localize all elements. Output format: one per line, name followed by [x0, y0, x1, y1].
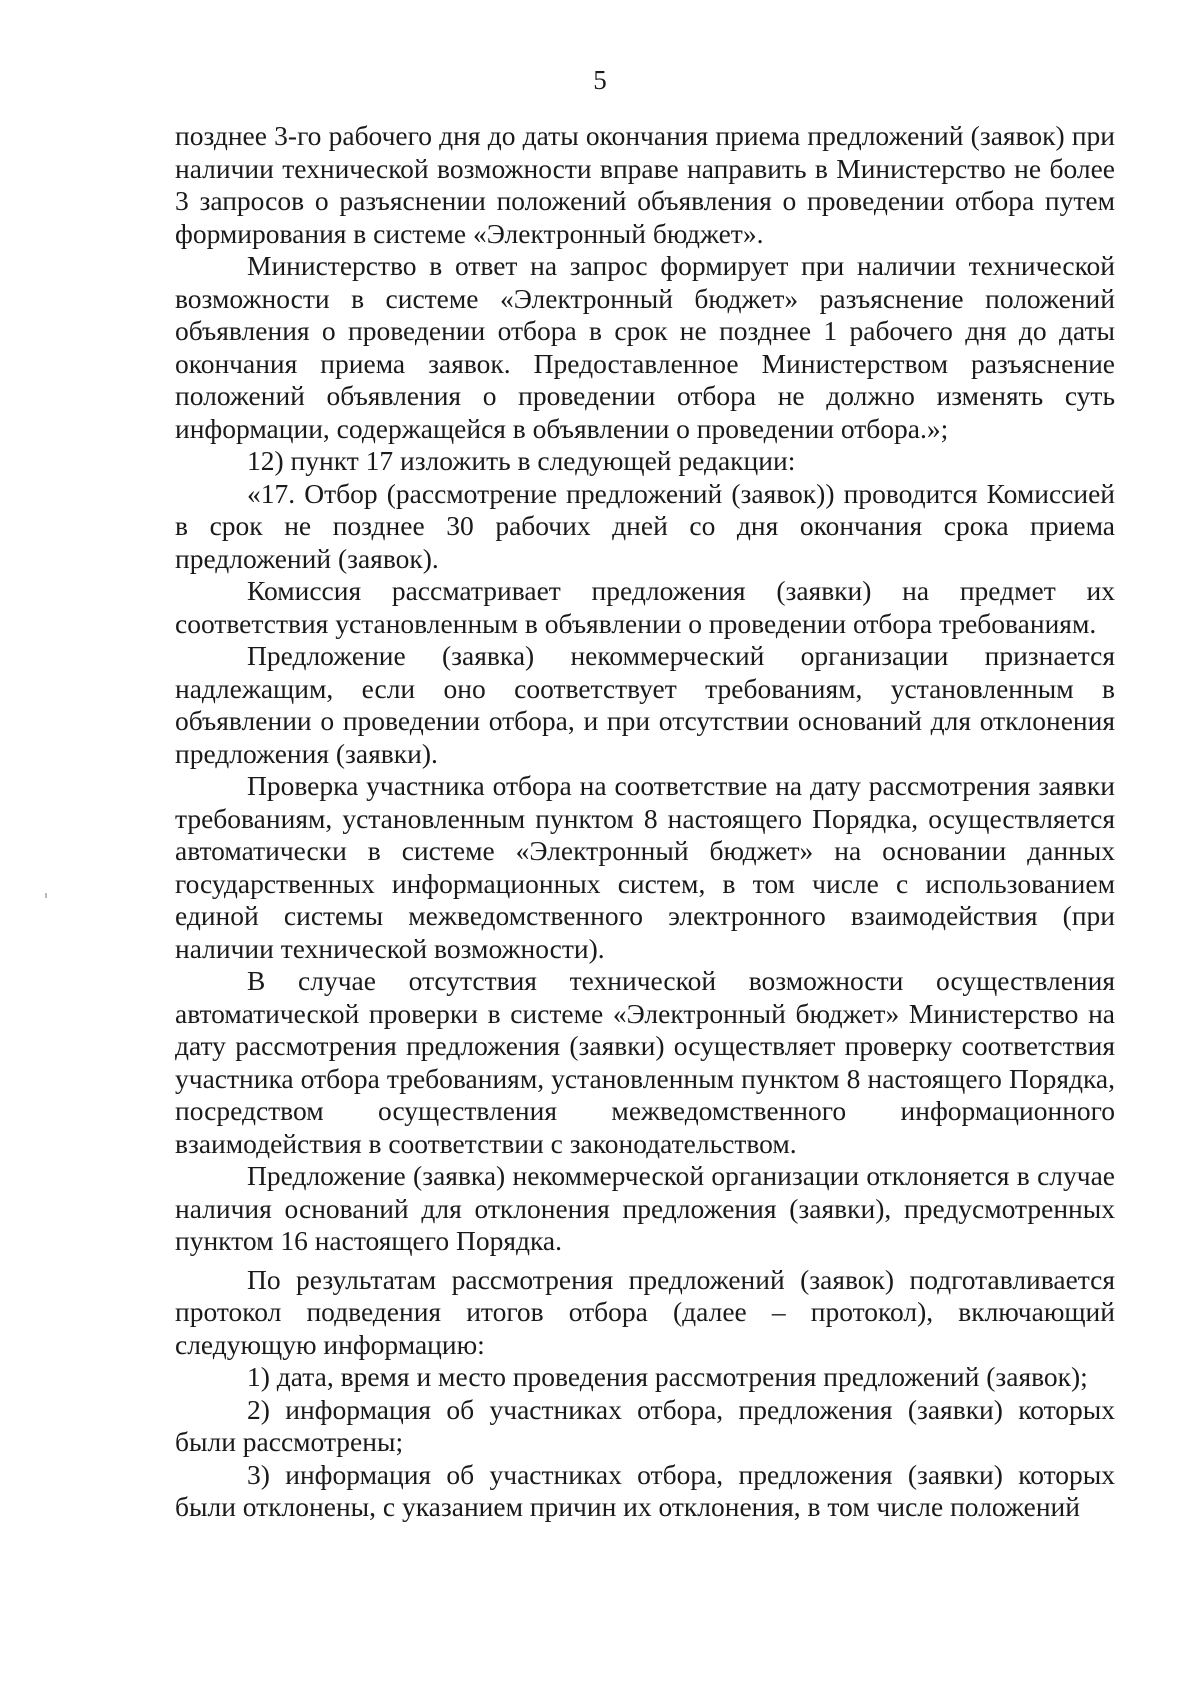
paragraph-continuation: позднее 3-го рабочего дня до даты окончания приема предложений (заявок) при наличии технической возможности вправе направить в Министерство не более 3 запросов о разъяснении положений объявления о проведении отбора путем формирования в системе «Электронный бюджет». [175, 120, 1115, 249]
paragraph-proposal-proper: Предложение (заявка) некоммерческий организации признается надлежащим, если оно соответствует требованиям, установленным в объявлении о проведении отбора, и при отсутствии оснований для отклонения предложения (заявки). [175, 640, 1115, 769]
paragraph-ministry-response: Министерство в ответ на запрос формирует при наличии технической возможности в системе «Электронный бюджет» разъяснение положений объявления о проведении отбора в срок не позднее 1 рабочего дня до даты окончания приема заявок. Предоставленное Министерством разъяснение положений объявления о проведении отбора не должно изменять суть информации, содержащейся в объявлении о проведении отбора.»; [175, 250, 1115, 444]
list-item-1: 1) дата, время и место проведения рассмотрения предложений (заявок); [247, 1361, 1088, 1392]
paragraph-item-12: 12) пункт 17 изложить в следующей редакции: [247, 445, 796, 476]
scan-speck [45, 893, 47, 898]
paragraph-manual-check: В случае отсутствия технической возможности осуществления автоматической проверки в системе «Электронный бюджет» Министерство на дату рассмотрения предложения (заявки) осуществляет проверку соответствия участника отбора требованиям, установленным пунктом 8 настоящего Порядка, посредством осуществления межведомственного информационного взаимодействия в соответствии с законодательством. [175, 965, 1115, 1159]
paragraph-commission-review: Комиссия рассматривает предложения (заявки) на предмет их соответствия установленным в объявлении о проведении отбора требованиям. [175, 575, 1115, 639]
page-number: 5 [593, 65, 607, 95]
paragraph-participant-check: Проверка участника отбора на соответствие на дату рассмотрения заявки требованиям, установленным пунктом 8 настоящего Порядка, осуществляется автоматически в системе «Электронный бюджет» на основании данных государственных информационных систем, в том числе с использованием единой системы межведомственного электронного взаимодействия (при наличии технической возможности). [175, 770, 1115, 964]
document-body [175, 120, 1115, 1524]
paragraph-rejection: Предложение (заявка) некоммерческой организации отклоняется в случае наличия оснований для отклонения предложения (заявки), предусмотренных пунктом 16 настоящего Порядка. [175, 1160, 1115, 1256]
list-item-2: 2) информация об участниках отбора, предложения (заявки) которых были рассмотрены; [175, 1393, 1115, 1457]
list-item-3: 3) информация об участниках отбора, предложения (заявки) которых были отклонены, с указанием причин их отклонения, в том числе положений [175, 1458, 1115, 1522]
paragraph-protocol: По результатам рассмотрения предложений (заявок) подготавливается протокол подведения итогов отбора (далее – протокол), включающий следующую информацию: [175, 1263, 1115, 1360]
paragraph-clause-17: «17. Отбор (рассмотрение предложений (заявок)) проводится Комиссией в срок не позднее 30 рабочих дней со дня окончания срока приема предложений (заявок). [175, 477, 1115, 574]
